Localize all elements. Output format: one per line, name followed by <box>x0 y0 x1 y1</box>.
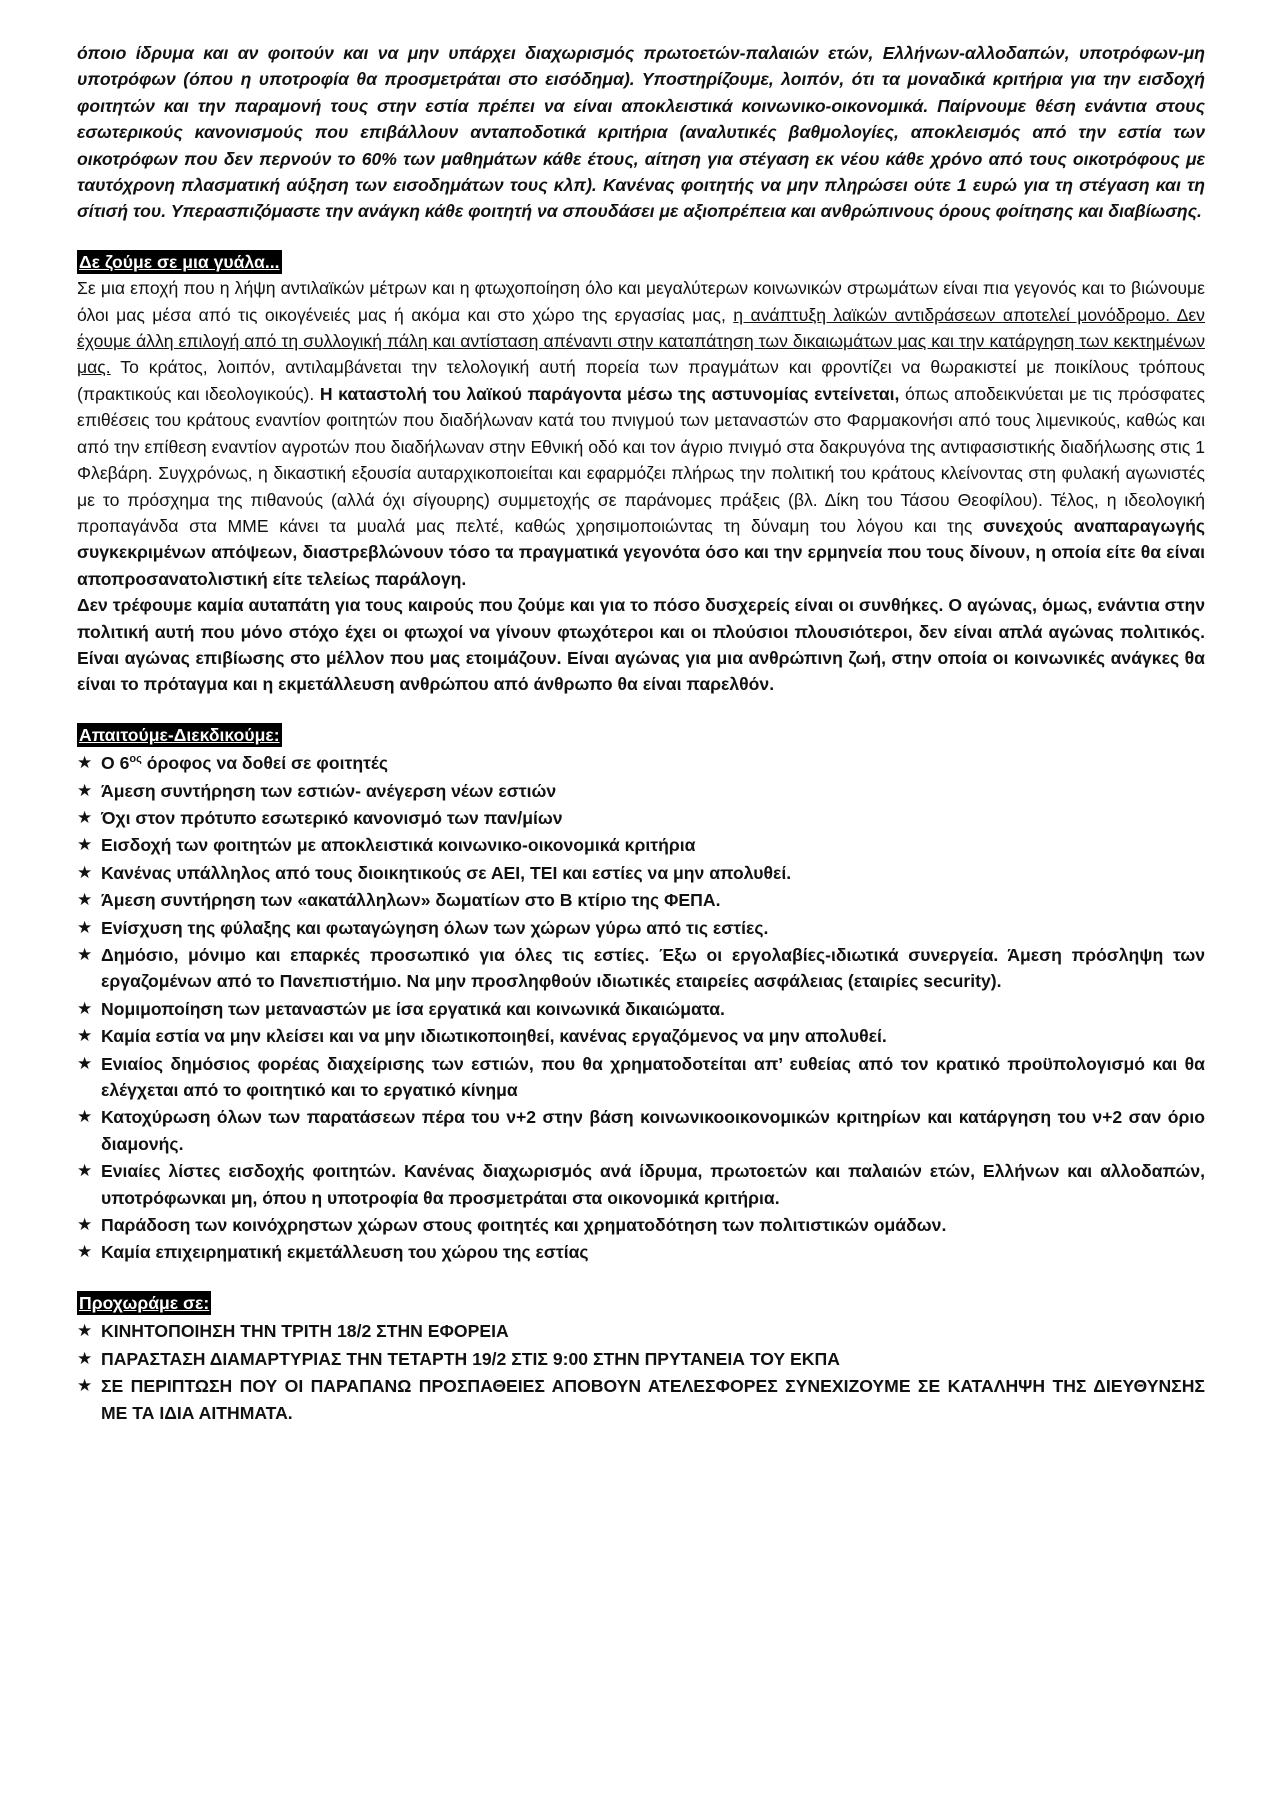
list-item-text: Παράδοση των κοινόχρηστων χώρων στους φοιτητές και χρηματοδότηση των πολιτιστικών ομάδων. <box>101 1215 947 1236</box>
context-text: Σε μια εποχή που η λήψη αντιλαϊκών μέτρων και η φτωχοποίηση όλο και μεγαλύτερων κοινωνικών στρωμάτων είναι πια γεγονός και το βιώνουμε όλοι μας μέσα από τις οικογένειές μας ή ακόμα και στο χώρο της εργασίας μας, <box>77 278 1205 325</box>
list-item-text: ΠΑΡΑΣΤΑΣΗ ΔΙΑΜΑΡΤΥΡΙΑΣ ΤΗΝ ΤΕΤΑΡΤΗ 19/2 ΣΤΙΣ 9:00 ΣΤΗΝ ΠΡΥΤΑΝΕΙΑ ΤΟΥ ΕΚΠΑ <box>101 1348 840 1369</box>
context-paragraph-2: Δεν τρέφουμε καμία αυταπάτη για τους καιρούς που ζούμε και για το πόσο δυσχερείς είναι οι συνθήκες. Ο αγώνας, όμως, ενάντια στην πολιτική αυτή που μόνο στόχο έχει οι φτωχοί να γίνουν φτωχότεροι και οι πλούσιοι πλουσιότεροι, δεν είναι απλά αγώνας πολιτικός. Είναι αγώνας επιβίωσης στο μέλλον που μας ετοιμάζουν. Είναι αγώνας για μια ανθρώπινη ζωή, στην οποία οι κοινωνικές ανάγκες θα είναι το πρόταγμα και η εκμετάλλευση ανθρώπου από άνθρωπο θα είναι παρελθόν. <box>77 595 1205 695</box>
intro-paragraph: όποιο ίδρυμα και αν φοιτούν και να μην υπάρχει διαχωρισμός πρωτοετών-παλαιών ετών, Ελλήνων-αλλοδαπών, υποτρόφων-μη υποτρόφων (όπου η υποτροφία θα προσμετράται στο εισόδημα). Υποστηρίζουμε, λοιπόν, ότι τα μοναδικά κριτήρια για την εισδοχή φοιτητών και την παραμονή τους στην εστία πρέπει να είναι αποκλειστικά κοινωνικο-οικονομικά. Παίρνουμε θέση ενάντια στους εσωτερικούς κανονισμούς που επιβάλλουν ανταποδοτικά κριτήρια (αναλυτικές βαθμολογίες, αποκλεισμός από την εστία των οικοτρόφων που δεν περνούν το 60% των μαθημάτων κάθε έτους, αίτηση για στέγαση εκ νέου κάθε χρόνο από τους οικοτρόφους με ταυτόχρονη πλασματική αύξηση των εισοδημάτων τους κλπ). Κανένας φοιτητής να μην πληρώσει ούτε 1 ευρώ για τη στέγαση και τη σίτισή του. Υπερασπιζόμαστε την ανάγκη κάθε φοιτητή να σπουδάσει με αξιοπρέπεια και ανθρώπινους όρους φοίτησης και διαβίωσης. <box>77 43 1205 222</box>
list-item-text: Ενιαίος δημόσιος φορέας διαχείρισης των εστιών, που θα χρηματοδοτείται απ’ ευθείας από τον κρατικό προϋπολογισμό και θα ελέγχεται από το φοιτητικό και το εργατικό κίνημα <box>101 1053 1205 1101</box>
list-item-text: Κατοχύρωση όλων των παρατάσεων πέρα του ν+2 στην βάση κοινωνικοοικονομικών κριτηρίων και κατάργηση του ν+2 σαν όριο διαμονής. <box>101 1107 1205 1154</box>
bold-text: Η καταστολή του λαϊκού παράγοντα μέσω της αστυνομίας εντείνεται, <box>319 383 900 404</box>
list-item <box>77 1318 1205 1344</box>
underlined-text: η ανάπτυξη λαϊκών αντιδράσεων αποτελεί μονόδρομο. Δεν έχουμε άλλη επιλογή από τη συλλογική πάλη και αντίσταση απέναντι στην καταπάτηση των δικαιωμάτων μας και την κατάργηση των κεκτημένων μας. <box>77 304 1205 378</box>
star-icon: ★ <box>77 780 93 800</box>
list-item-text: Καμία επιχειρηματική εκμετάλλευση του χώρου της εστίας <box>101 1242 589 1263</box>
actions-list <box>77 1318 1205 1426</box>
section-actions <box>77 1290 1205 1426</box>
section-context <box>77 249 1205 698</box>
star-icon: ★ <box>77 1321 93 1341</box>
star-icon: ★ <box>77 1376 93 1396</box>
list-item <box>77 778 1205 804</box>
list-item-text: Ενιαίες λίστες εισδοχής φοιτητών. Κανένας διαχωρισμός ανά ίδρυμα, πρωτοετών και παλαιών ετών, Ελλήνων και αλλοδαπών, υποτρόφωνκαι μη, όπου η υποτροφία θα προσμετράται στα οικονομικά κριτήρια. <box>101 1161 1205 1208</box>
context-paragraph-1 <box>77 275 1205 592</box>
list-item-text: Εισδοχή των φοιτητών με αποκλειστικά κοινωνικο-οικονομικά κριτήρια <box>101 835 696 856</box>
list-item-text: Ενίσχυση της φύλαξης και φωταγώγηση όλων των χώρων γύρω από τις εστίες. <box>101 917 769 938</box>
star-icon: ★ <box>77 890 93 910</box>
bold-text: συνεχούς αναπαραγωγής συγκεκριμένων απόψεων, διαστρεβλώνουν τόσο τα πραγματικά γεγονότα όσο και την ερμηνεία που τους δίνουν, η οποία είτε θα είναι αποπροσανατολιστική είτε τελείως παράλογη. <box>77 515 1205 589</box>
list-item-text: Νομιμοποίηση των μεταναστών με ίσα εργατικά και κοινωνικά δικαιώματα. <box>101 998 725 1019</box>
list-item-text: ΚΙΝΗΤΟΠΟΙΗΣΗ ΤΗΝ ΤΡΙΤΗ 18/2 ΣΤΗΝ ΕΦΟΡΕΙΑ <box>101 1321 509 1342</box>
list-item <box>77 805 1205 831</box>
list-item <box>77 1158 1205 1211</box>
list-item <box>77 1212 1205 1238</box>
document-page <box>77 40 1205 1427</box>
star-icon: ★ <box>77 1215 93 1235</box>
star-icon: ★ <box>77 1053 93 1073</box>
list-item <box>77 1051 1205 1104</box>
superscript: ος <box>129 753 142 766</box>
list-item-text: Όχι στον πρότυπο εσωτερικό κανονισμό των παν/μίων <box>101 807 563 828</box>
star-icon: ★ <box>77 835 93 855</box>
list-item <box>77 1239 1205 1265</box>
star-icon: ★ <box>77 807 93 827</box>
list-item <box>77 996 1205 1022</box>
list-item <box>77 1346 1205 1372</box>
list-item-text: Ο 6 <box>101 753 130 774</box>
list-item <box>77 1023 1205 1049</box>
star-icon: ★ <box>77 1161 93 1181</box>
section-heading-demands: Απαιτούμε-Διεκδικούμε: <box>79 724 280 745</box>
list-item-text: Καμία εστία να μην κλείσει και να μην ιδιωτικοποιηθεί, κανένας εργαζόμενος να μην απολυθεί. <box>101 1026 887 1047</box>
star-icon: ★ <box>77 998 93 1018</box>
list-item <box>77 832 1205 858</box>
demands-list <box>77 750 1205 1266</box>
star-icon: ★ <box>77 917 93 937</box>
star-icon: ★ <box>77 753 93 773</box>
list-item <box>77 942 1205 995</box>
star-icon: ★ <box>77 1026 93 1046</box>
star-icon: ★ <box>77 1242 93 1262</box>
list-item <box>77 1104 1205 1157</box>
list-item <box>77 915 1205 941</box>
context-text: Το κράτος, λοιπόν, αντιλαμβάνεται την τελολογική αυτή πορεία των πραγμάτων και φροντίζει να θωρακιστεί με ποικίλους τρόπους (πρακτικούς και ιδεολογικούς). <box>77 357 1205 404</box>
list-item-text: ΣΕ ΠΕΡΙΠΤΩΣΗ ΠΟΥ ΟΙ ΠΑΡΑΠΑΝΩ ΠΡΟΣΠΑΘΕΙΕΣ ΑΠΟΒΟΥΝ ΑΤΕΛΕΣΦΟΡΕΣ ΣΥΝΕΧΙΖΟΥΜΕ ΣΕ ΚΑΤΑΛΗΨΗ ΤΗΣ ΔΙΕΥΘΥΝΣΗΣ ΜΕ ΤΑ ΙΔΙΑ ΑΙΤΗΜΑΤΑ. <box>101 1376 1205 1423</box>
star-icon: ★ <box>77 945 93 964</box>
list-item-text: Άμεση συντήρηση των «ακατάλληλων» δωματίων στο Β κτίριο της ΦΕΠΑ. <box>101 890 721 911</box>
star-icon: ★ <box>77 1107 93 1127</box>
list-item-text: Κανένας υπάλληλος από τους διοικητικούς σε ΑΕΙ, ΤΕΙ και εστίες να μην απολυθεί. <box>101 862 792 883</box>
list-item-text: όροφος να δοθεί σε φοιτητές <box>141 753 389 774</box>
section-heading-context: Δε ζούμε σε μια γυάλα... <box>79 251 280 272</box>
list-item <box>77 1373 1205 1426</box>
star-icon: ★ <box>77 1348 93 1368</box>
section-heading-actions: Προχωράμε σε: <box>79 1292 210 1313</box>
star-icon: ★ <box>77 862 93 882</box>
list-item <box>77 887 1205 913</box>
context-text: όπως αποδεικνύεται με τις πρόσφατες επιθέσεις του κράτους εναντίον φοιτητών που διαδήλωναν κατά του πνιγμού των μεταναστών στο Φαρμακονήσι από τους λιμενικούς, καθώς και από την επίθεση εναντίον αγροτών που διαδήλωναν στην Εθνική οδό και τον άγριο πνιγμό στα δακρυγόνα της αντιφασιστικής διαδήλωσης στις 1 Φλεβάρη. Συγχρόνως, η δικαστική εξουσία αυταρχικοποιείται και εφαρμόζει πλήρως την πολιτική του κράτους κλείνοντας στη φυλακή αγωνιστές με το πρόσχημα της πιθανούς (αλλά όχι σίγουρης) συμμετοχής σε παράνομες πράξεις (βλ. Δίκη του Τάσου Θεοφίλου). Τέλος, η ιδεολογική προπαγάνδα στα ΜΜΕ κάνει τα μυαλά μας πελτέ, καθώς χρησιμοποιώντας τη δύναμη του λόγου και της <box>77 383 1205 536</box>
list-item <box>77 750 1205 776</box>
list-item <box>77 860 1205 886</box>
list-item-text: Άμεση συντήρηση των εστιών- ανέγερση νέων εστιών <box>101 780 557 801</box>
list-item-text: Δημόσιο, μόνιμο και επαρκές προσωπικό για όλες τις εστίες. Έξω οι εργολαβίες-ιδιωτικά συνεργεία. Άμεση πρόσληψη των εργαζομένων από το Πανεπιστήμιο. Να μην προσληφθούν ιδιωτικές εταιρείες ασφάλειας (εταιρίες security). <box>101 945 1205 992</box>
section-demands <box>77 722 1205 1266</box>
